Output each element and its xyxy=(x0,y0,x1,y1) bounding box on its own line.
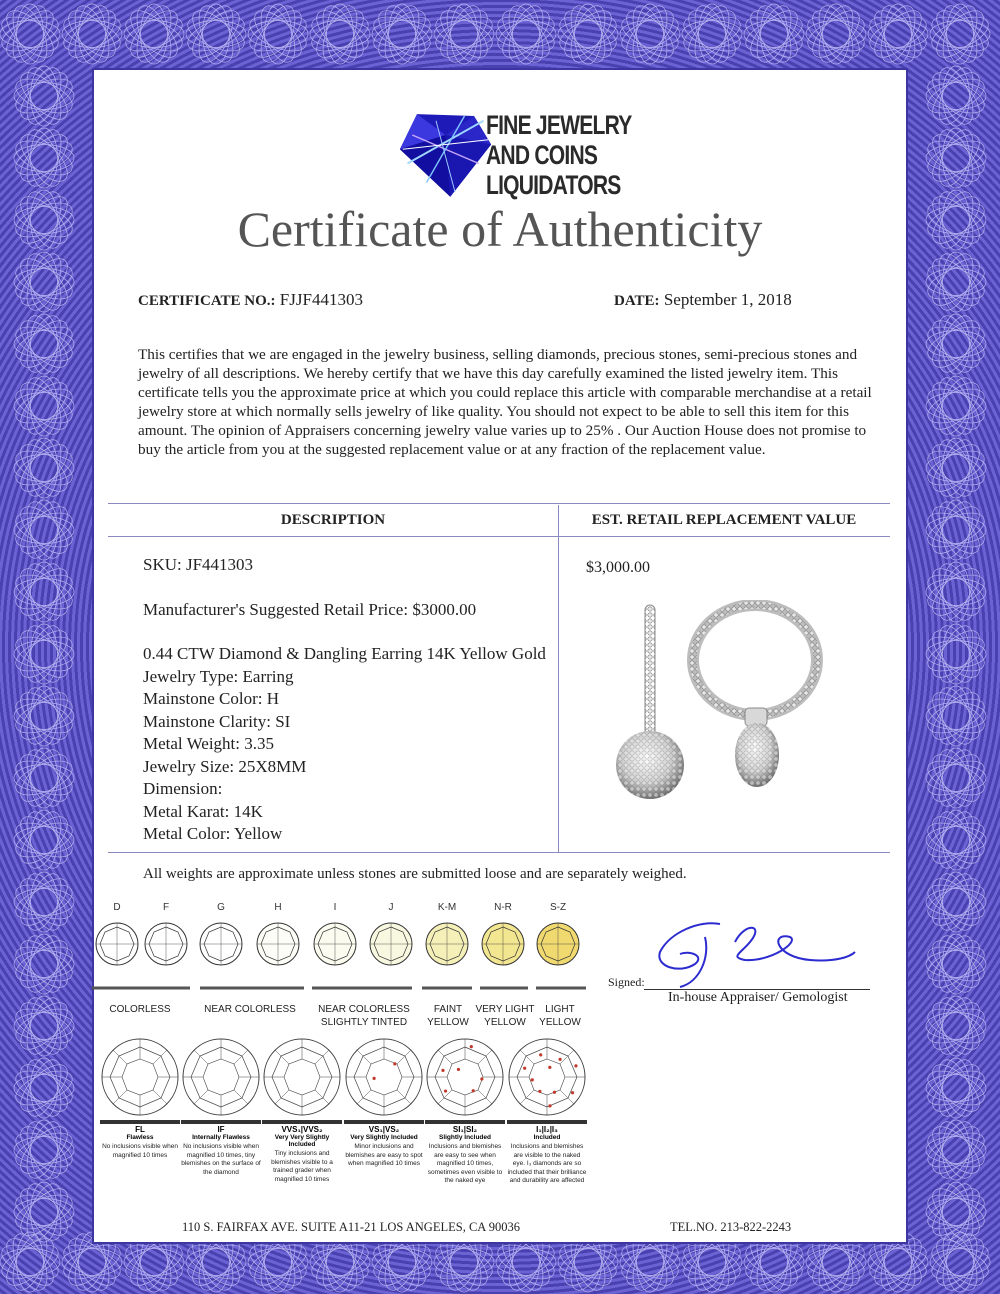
clarity-sub: Slightly Included xyxy=(438,1134,491,1141)
clarity-grade xyxy=(344,1125,424,1169)
signed-label: Signed: xyxy=(608,975,645,989)
signature-image xyxy=(650,912,860,992)
clarity-sub: Very Slightly Included xyxy=(350,1134,418,1141)
color-grade-diamond-icon xyxy=(312,921,358,967)
border-rosette xyxy=(617,1,683,67)
border-rosette xyxy=(865,1,931,67)
footer-address: 110 S. FAIRFAX AVE. SUITE A11-21 LOS ANGELES, CA 90036 xyxy=(182,1220,520,1234)
certificate-number-value: FJJF441303 xyxy=(279,290,363,309)
clarity-bar xyxy=(425,1120,505,1124)
description-line: 0.44 CTW Diamond & Dangling Earring 14K Yellow Gold xyxy=(143,644,546,663)
clarity-diamond-icon xyxy=(181,1037,261,1117)
date-value: September 1, 2018 xyxy=(663,290,792,309)
border-rosette xyxy=(121,1,187,67)
clarity-bar xyxy=(507,1120,587,1124)
color-category-line: VERY LIGHT xyxy=(475,1004,535,1015)
border-rosette xyxy=(11,683,77,749)
description-line: Jewelry Size: 25X8MM xyxy=(143,756,307,776)
item-description xyxy=(143,554,546,846)
clarity-grade: IF xyxy=(217,1125,225,1134)
clarity-diamond-icon xyxy=(425,1037,505,1117)
clarity-sub: Included xyxy=(533,1134,561,1141)
logo-line-3: LIQUIDATORS xyxy=(486,170,621,200)
color-grade-diamond-icon xyxy=(94,921,140,967)
color-grade-diamond-icon xyxy=(198,921,244,967)
msrp: Manufacturer's Suggested Retail Price: $3000.00 xyxy=(143,599,477,619)
border-rosette xyxy=(11,63,77,129)
table-header-rule xyxy=(108,536,890,537)
clarity-grade: I₁|I₂|I₃ xyxy=(536,1125,558,1134)
description-line: Mainstone Color: H xyxy=(143,689,279,708)
clarity-diamond-icon xyxy=(344,1037,424,1117)
value-header: EST. RETAIL REPLACEMENT VALUE xyxy=(591,512,857,528)
border-rosette xyxy=(923,497,989,563)
logo-text xyxy=(486,110,631,200)
color-grade-letter: N-R xyxy=(494,902,512,913)
clarity-grade xyxy=(262,1125,342,1184)
certificate-date xyxy=(614,290,792,310)
border-rosette xyxy=(11,621,77,687)
border-rosette xyxy=(923,807,989,873)
clarity-desc: Inclusions and blemishes are easy to see when magnified 10 times, sometimes even visible to the naked eye xyxy=(427,1143,503,1184)
description-line: Mainstone Clarity: SI xyxy=(143,711,291,731)
description-lines xyxy=(143,643,546,846)
border-rosette xyxy=(923,249,989,315)
replacement-value: $3,000.00 xyxy=(586,559,650,576)
logo-gem-icon xyxy=(398,106,493,202)
clarity-diamond-icon xyxy=(262,1037,342,1117)
border-rosette xyxy=(11,745,77,811)
color-grade-letter: G xyxy=(217,902,225,913)
border-rosette xyxy=(923,435,989,501)
color-category-label xyxy=(85,1003,195,1016)
clarity-bar xyxy=(262,1120,342,1124)
border-rosette xyxy=(923,559,989,625)
appraiser-title: In-house Appraiser/ Gemologist xyxy=(668,990,848,1005)
clarity-bar xyxy=(181,1120,261,1124)
color-grade-letter: D xyxy=(113,902,121,913)
color-category-line: YELLOW xyxy=(539,1017,581,1028)
border-rosette xyxy=(245,1,311,67)
description-line: Dimension: xyxy=(143,779,223,798)
color-grade-letter: S-Z xyxy=(549,902,567,913)
border-rosette xyxy=(741,1,807,67)
border-rosette xyxy=(11,1179,77,1245)
color-category-line: SLIGHTLY TINTED xyxy=(320,1017,408,1028)
color-category-label xyxy=(195,1003,305,1016)
border-rosette xyxy=(923,931,989,997)
border-rosette xyxy=(369,1,435,67)
color-grade-letter: I xyxy=(333,902,337,913)
clarity-sub: Internally Flawless xyxy=(192,1134,250,1141)
border-rosette xyxy=(11,993,77,1059)
clarity-grade xyxy=(507,1125,587,1186)
border-rosette xyxy=(11,931,77,997)
color-category-line: LIGHT xyxy=(545,1004,575,1015)
description-line: Jewelry Type: Earring xyxy=(143,666,294,686)
logo-line-1: FINE JEWELRY xyxy=(486,110,632,140)
color-category-label xyxy=(505,1003,615,1029)
clarity-desc: No inclusions visible when magnified 10 times xyxy=(102,1143,178,1159)
description-header: DESCRIPTION xyxy=(280,512,386,528)
color-category-line: FAINT xyxy=(433,1004,463,1015)
clarity-desc: Minor inclusions and blemishes are easy to spot when magnified 10 times xyxy=(345,1143,423,1167)
border-rosette xyxy=(0,1,63,67)
border-rosette xyxy=(11,249,77,315)
border-rosette xyxy=(307,1,373,67)
clarity-grade: FL xyxy=(135,1125,145,1134)
border-rosette xyxy=(923,1055,989,1121)
color-grade-diamond-icon xyxy=(143,921,189,967)
clarity-grade xyxy=(181,1125,261,1177)
color-grade-diamond-icon xyxy=(535,921,581,967)
earring-image xyxy=(605,600,845,810)
color-grade-letter: K-M xyxy=(437,902,457,913)
clarity-grade: VVS₁|VVS₂ xyxy=(281,1125,323,1134)
border-rosette xyxy=(11,807,77,873)
border-rosette xyxy=(11,373,77,439)
table-top-rule xyxy=(108,503,890,504)
border-rosette xyxy=(11,435,77,501)
border-rosette xyxy=(431,1,497,67)
description-line: Metal Weight: 3.35 xyxy=(143,734,274,753)
border-rosette xyxy=(923,621,989,687)
border-rosette xyxy=(923,683,989,749)
weight-note: All weights are approximate unless stones are submitted loose and are separately weighed. xyxy=(143,866,687,882)
border-rosette xyxy=(803,1,869,67)
border-rosette xyxy=(923,311,989,377)
border-rosette xyxy=(11,125,77,191)
border-rosette xyxy=(923,63,989,129)
color-category-line: COLORLESS xyxy=(109,1004,171,1015)
clarity-desc: Tiny inclusions and blemishes visible to a trained grader when magnified 10 times xyxy=(271,1150,333,1183)
clarity-grade xyxy=(100,1125,180,1160)
border-rosette xyxy=(493,1,559,67)
border-rosette xyxy=(923,373,989,439)
clarity-desc: Inclusions and blemishes are visible to the naked eye. I₃ diamonds are so included that their brilliance and durability are affected xyxy=(507,1143,587,1184)
footer-phone: TEL.NO. 213-822-2243 xyxy=(670,1220,792,1234)
color-category-line: NEAR COLORLESS xyxy=(204,1004,296,1015)
color-grade-diamond-icon xyxy=(424,921,470,967)
border-rosette xyxy=(11,1055,77,1121)
date-label: DATE: xyxy=(614,293,660,309)
border-rosette xyxy=(11,559,77,625)
color-category-line: YELLOW xyxy=(484,1017,526,1028)
clarity-sub: Very Very Slightly Included xyxy=(274,1134,330,1148)
certificate-number xyxy=(138,290,363,310)
clarity-diamond-icon xyxy=(507,1037,587,1117)
page-title: Certificate of Authenticity xyxy=(237,201,763,257)
clarity-desc: No inclusions visible when magnified 10 times, tiny blemishes on the surface of the diamond xyxy=(181,1143,261,1176)
border-rosette xyxy=(555,1,621,67)
clarity-bar xyxy=(100,1120,180,1124)
logo-line-2: AND COINS xyxy=(486,140,598,170)
clarity-bar xyxy=(344,1120,424,1124)
color-grade-diamond-icon xyxy=(255,921,301,967)
border-rosette xyxy=(923,125,989,191)
border-rosette xyxy=(183,1,249,67)
sku: SKU: JF441303 xyxy=(143,555,254,574)
color-grade-diamond-icon xyxy=(480,921,526,967)
certificate-number-label: CERTIFICATE NO.: xyxy=(138,293,276,309)
color-grade-letter: J xyxy=(388,902,394,913)
color-category-line: YELLOW xyxy=(427,1017,469,1028)
border-rosette xyxy=(11,1117,77,1183)
certification-statement: This certifies that we are engaged in the jewelry business, selling diamonds, precious stones, semi-precious stones and jewelry of all descriptions. We hereby certify that we have this day carefully examined the listed jewelry item. This certificate tells you the approximate price at which you could replace this article with comparable merchandise at a retail jewelry store at which normally sells jewelry of like quality. You should not expect to be able to sell this item for this amount. The opinion of Appraisers concerning jewelry value varies up to 25% . Our Auction House does not promise to buy the article from you at the suggested replacement value or at any fraction of the replacement value. xyxy=(138,346,872,458)
description-line: Metal Color: Yellow xyxy=(143,824,283,843)
clarity-grade: SI₁|SI₂ xyxy=(452,1125,478,1134)
border-rosette xyxy=(59,1,125,67)
color-grade-brackets xyxy=(92,978,592,998)
border-rosette xyxy=(11,497,77,563)
clarity-grade xyxy=(425,1125,505,1186)
table-column-divider xyxy=(558,505,559,853)
border-rosette xyxy=(927,1,993,67)
clarity-diamond-icon xyxy=(100,1037,180,1117)
color-grade-letter: F xyxy=(162,902,170,913)
border-rosette xyxy=(679,1,745,67)
color-grade-letter: H xyxy=(274,902,282,913)
border-rosette xyxy=(923,1117,989,1183)
border-rosette xyxy=(923,993,989,1059)
border-rosette xyxy=(11,869,77,935)
clarity-sub: Flawless xyxy=(126,1134,154,1141)
border-rosette xyxy=(923,745,989,811)
color-grade-diamond-icon xyxy=(368,921,414,967)
table-bottom-rule xyxy=(108,852,890,853)
border-rosette xyxy=(11,311,77,377)
clarity-grade: VS₁|VS₂ xyxy=(368,1125,400,1134)
border-rosette xyxy=(923,869,989,935)
color-category-line: NEAR COLORLESS xyxy=(318,1004,410,1015)
description-line: Metal Karat: 14K xyxy=(143,801,263,821)
